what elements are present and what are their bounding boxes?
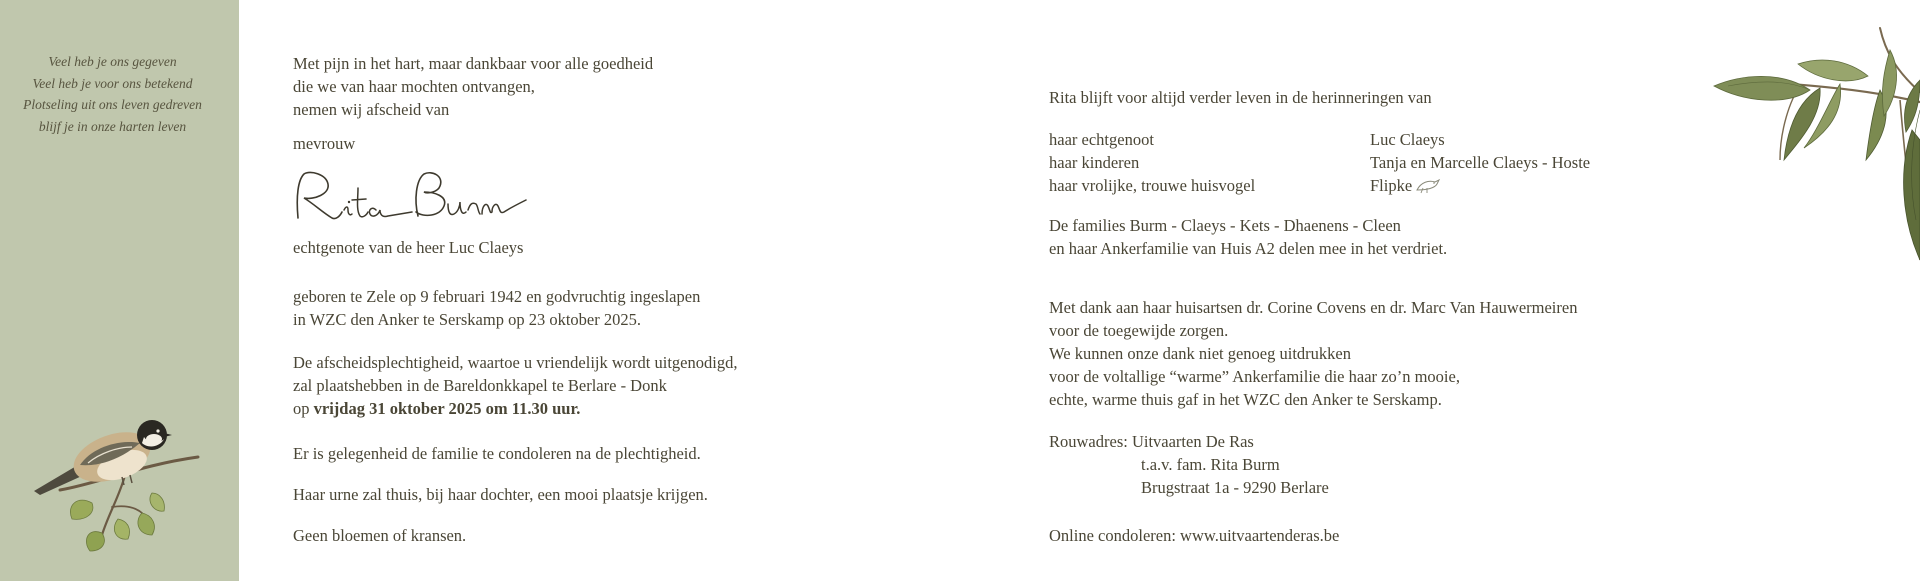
title-mevrouw: mevrouw [293,134,356,153]
thanks-line: voor de toegewijde zorgen. [1049,321,1229,340]
address-line: Brugstraat 1a - 9290 Berlare [1141,478,1329,497]
deceased-name-signature [292,166,532,230]
address-block [1141,453,1329,499]
thanks-line: echte, warme thuis gaf in het WZC den Anker te Serskamp. [1049,390,1442,409]
thanks-line: We kunnen onze dank niet genoeg uitdrukken [1049,344,1351,363]
relative-role: haar echtgenoot [1049,130,1154,149]
families-line: en haar Ankerfamilie van Huis A2 delen mee in het verdriet. [1049,239,1448,258]
online-condolences-link[interactable]: Online condoleren: www.uitvaartenderas.be [1049,526,1340,545]
birth-line: geboren te Zele op 9 februari 1942 en godvruchtig ingeslapen [293,287,701,306]
relative-name: Flipke [1370,176,1413,195]
ceremony-line: De afscheidsplechtigheid, waartoe u vriendelijk wordt uitgenodigd, [293,353,738,372]
poem-line: Veel heb je ons gegeven [48,54,177,69]
intro-line: die we van haar mochten ontvangen, [293,77,535,96]
ceremony-date-line [293,397,737,420]
chickadee-illustration-icon [30,395,210,555]
ceremony-prefix: op [293,399,314,418]
relative-name: Luc Claeys [1370,130,1445,149]
birth-line: in WZC den Anker te Serskamp op 23 oktober 2025. [293,310,641,329]
eucalyptus-leaves-icon [1680,20,1920,310]
poem-line: blijf je in onze harten leven [38,118,187,134]
intro-paragraph [293,52,653,121]
poem-line: Veel heb je voor ons betekend [32,75,193,91]
memory-intro: Rita blijft voor altijd verder leven in de herinneringen van [1049,88,1432,107]
relative-role: haar vrolijke, trouwe huisvogel [1049,176,1256,195]
bird-icon [1415,176,1441,194]
address-label: Rouwadres: Uitvaarten De Ras [1049,432,1254,451]
families-paragraph [1049,214,1447,260]
ceremony-paragraph [293,351,737,420]
relatives-roles [1049,128,1255,197]
families-line: De families Burm - Claeys - Kets - Dhaenens - Cleen [1049,216,1401,235]
poem-line: Plotseling uit ons leven gedreven [23,97,202,112]
intro-line: Met pijn in het hart, maar dankbaar voor alle goedheid [293,54,654,73]
condolences-line: Er is gelegenheid de familie te condoleren na de plechtigheid. [293,444,701,463]
thanks-line: voor de voltallige “warme” Ankerfamilie die haar zo’n mooie, [1049,367,1460,386]
relative-name-flipke [1370,174,1590,197]
birth-paragraph [293,285,700,331]
thanks-line: Met dank aan haar huisartsen dr. Corine Covens en dr. Marc Van Hauwermeiren [1049,298,1578,317]
relative-role: haar kinderen [1049,153,1140,172]
urn-line: Haar urne zal thuis, bij haar dochter, een mooi plaatsje krijgen. [293,485,708,504]
intro-line: nemen wij afscheid van [293,100,450,119]
sidebar-panel [0,0,239,581]
relative-name: Tanja en Marcelle Claeys - Hoste [1370,153,1591,172]
relatives-names [1370,128,1590,197]
poem [0,51,225,137]
thanks-paragraph [1049,296,1577,411]
ceremony-date: vrijdag 31 oktober 2025 om 11.30 uur. [313,399,581,418]
ceremony-line: zal plaatshebben in de Bareldonkkapel te Berlare - Donk [293,376,667,395]
spouse-line: echtgenote van de heer Luc Claeys [293,238,524,257]
address-line: t.a.v. fam. Rita Burm [1141,455,1280,474]
flowers-line: Geen bloemen of kransen. [293,526,467,545]
